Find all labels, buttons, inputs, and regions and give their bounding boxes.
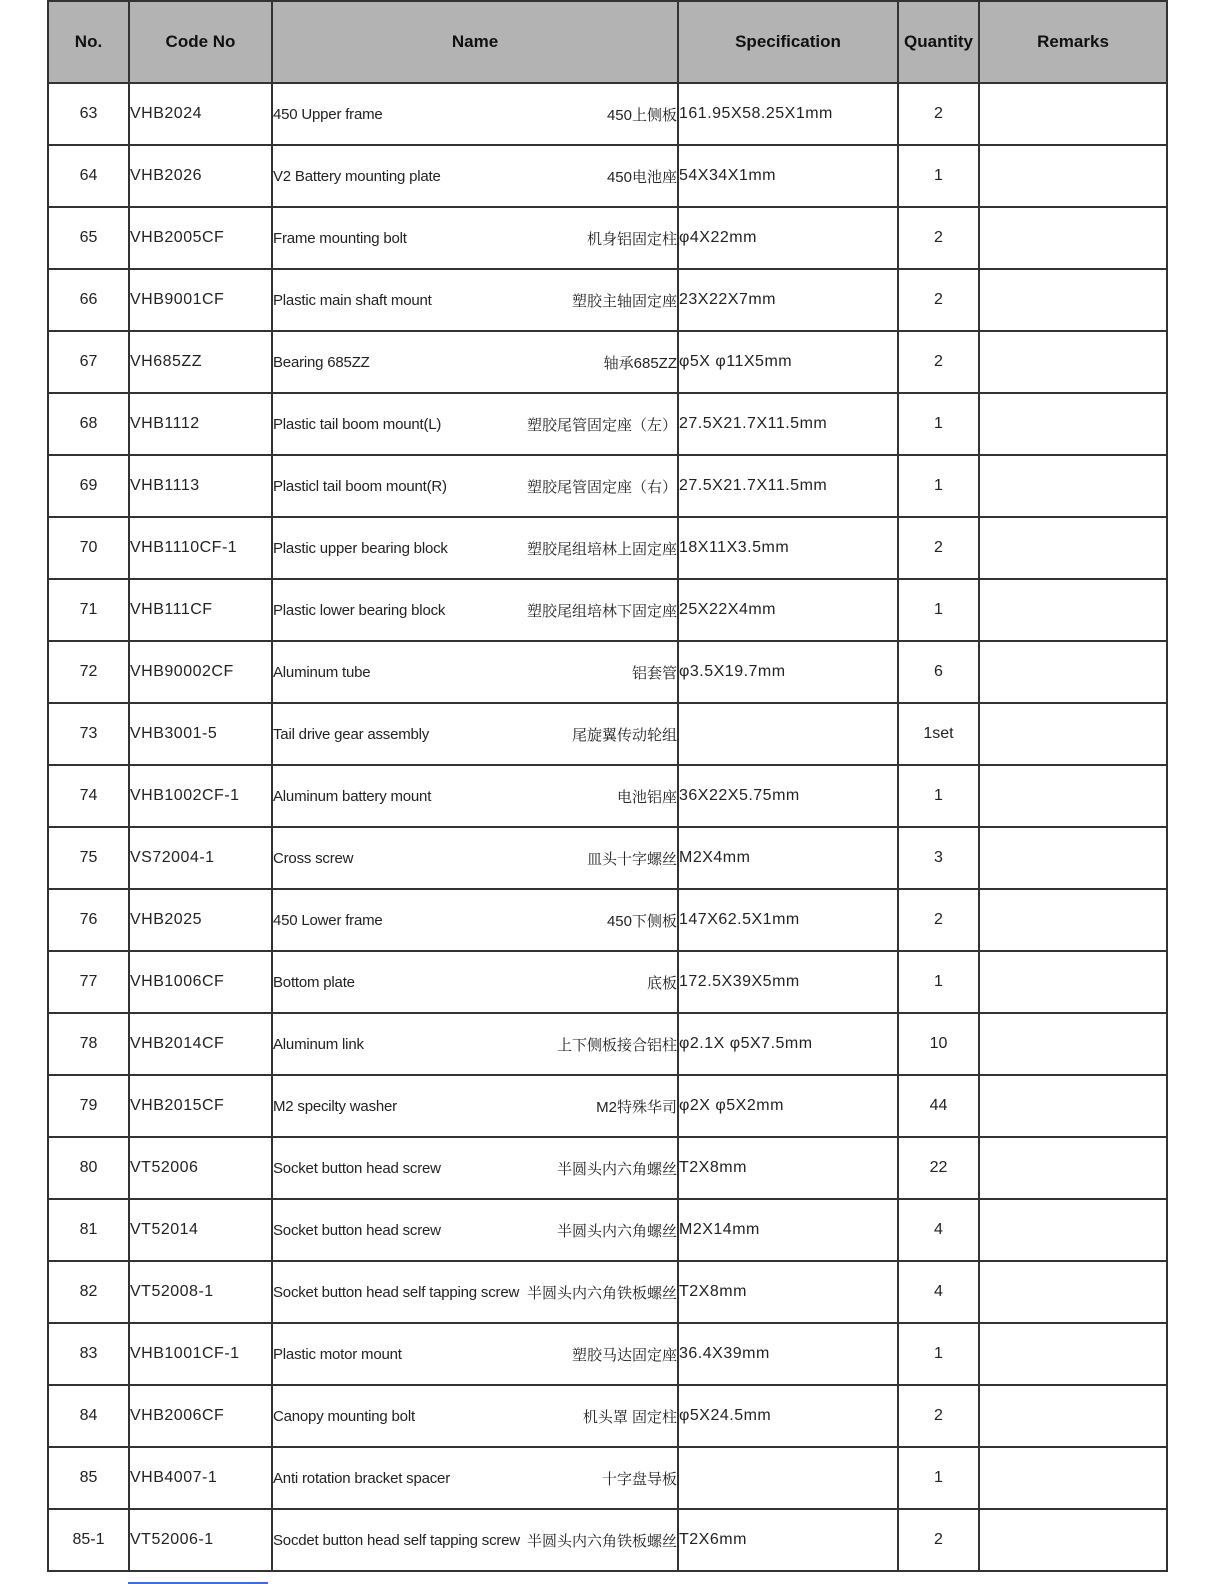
name-chinese: 十字盘导板 [601, 1470, 677, 1488]
cell-name [272, 1199, 678, 1261]
cell-quantity: 44 [898, 1075, 979, 1137]
cell-spec: 147X62.5X1mm [678, 889, 898, 951]
cell-code: VH685ZZ [129, 331, 272, 393]
name-english: Plastic lower bearing block [273, 601, 446, 619]
table-row [48, 145, 1167, 207]
cell-no: 70 [48, 517, 129, 579]
cell-code: VHB111CF [129, 579, 272, 641]
cell-name [272, 889, 678, 951]
cell-name [272, 1013, 678, 1075]
name-chinese: 半圆头内六角螺丝 [556, 1160, 677, 1178]
table-row [48, 1447, 1167, 1509]
cell-spec: 18X11X3.5mm [678, 517, 898, 579]
table-row [48, 331, 1167, 393]
cell-spec: φ5X24.5mm [678, 1385, 898, 1447]
cell-code: VHB2024 [129, 83, 272, 145]
cell-name [272, 951, 678, 1013]
cell-remarks [979, 1509, 1167, 1571]
cell-no: 64 [48, 145, 129, 207]
cell-name [272, 145, 678, 207]
cell-name [272, 641, 678, 703]
cell-name [272, 1137, 678, 1199]
cell-name [272, 517, 678, 579]
name-chinese: 上下侧板接合铝柱 [556, 1036, 677, 1054]
cell-no: 65 [48, 207, 129, 269]
table-row [48, 1323, 1167, 1385]
name-english: Canopy mounting bolt [273, 1407, 415, 1425]
name-chinese: 轴承685ZZ [603, 354, 677, 372]
name-chinese: 塑胶尾管固定座（右） [526, 478, 677, 496]
name-english: Tail drive gear assembly [273, 725, 430, 743]
cell-name [272, 579, 678, 641]
cell-spec: φ3.5X19.7mm [678, 641, 898, 703]
name-chinese: 塑胶主轴固定座 [571, 292, 677, 310]
cell-code: VS72004-1 [129, 827, 272, 889]
cell-no: 72 [48, 641, 129, 703]
name-english: Socket button head screw [273, 1159, 441, 1177]
cell-no: 71 [48, 579, 129, 641]
cell-quantity: 2 [898, 269, 979, 331]
cell-no: 81 [48, 1199, 129, 1261]
name-english: 450 Upper frame [273, 105, 383, 123]
name-chinese: 机身铝固定柱 [586, 230, 677, 248]
table-row [48, 889, 1167, 951]
table-row [48, 951, 1167, 1013]
cell-quantity: 1 [898, 1447, 979, 1509]
name-chinese: 塑胶尾组培林上固定座 [526, 540, 677, 558]
cell-no: 66 [48, 269, 129, 331]
name-chinese: 半圆头内六角铁板螺丝 [526, 1284, 677, 1302]
cell-remarks [979, 579, 1167, 641]
cell-name [272, 765, 678, 827]
cell-remarks [979, 1137, 1167, 1199]
table-row [48, 207, 1167, 269]
name-chinese: 半圆头内六角螺丝 [556, 1222, 677, 1240]
name-english: Plastic motor mount [273, 1345, 402, 1363]
cell-no: 68 [48, 393, 129, 455]
cell-no: 85-1 [48, 1509, 129, 1571]
cell-remarks [979, 889, 1167, 951]
cell-spec: T2X8mm [678, 1261, 898, 1323]
cell-remarks [979, 1447, 1167, 1509]
cell-no: 78 [48, 1013, 129, 1075]
cell-spec: 36X22X5.75mm [678, 765, 898, 827]
cell-name [272, 207, 678, 269]
cell-quantity: 1 [898, 1323, 979, 1385]
cell-spec: 54X34X1mm [678, 145, 898, 207]
cell-no: 63 [48, 83, 129, 145]
cell-spec: 27.5X21.7X11.5mm [678, 455, 898, 517]
cell-code: VHB2015CF [129, 1075, 272, 1137]
name-english: Anti rotation bracket spacer [273, 1469, 450, 1487]
cell-no: 73 [48, 703, 129, 765]
name-chinese: 塑胶马达固定座 [571, 1346, 677, 1364]
cell-spec: M2X14mm [678, 1199, 898, 1261]
table-row [48, 393, 1167, 455]
header-no: No. [48, 1, 129, 83]
cell-no: 74 [48, 765, 129, 827]
cell-code: VHB2006CF [129, 1385, 272, 1447]
cell-spec: 172.5X39X5mm [678, 951, 898, 1013]
name-english: Plasticl tail boom mount(R) [273, 477, 447, 495]
cell-name [272, 83, 678, 145]
cell-code: VHB1002CF-1 [129, 765, 272, 827]
header-spec: Specification [678, 1, 898, 83]
cell-no: 75 [48, 827, 129, 889]
cell-code: VHB1112 [129, 393, 272, 455]
cell-spec [678, 703, 898, 765]
name-chinese: 450电池座 [606, 168, 677, 186]
cell-quantity: 3 [898, 827, 979, 889]
cell-code: VHB1001CF-1 [129, 1323, 272, 1385]
cell-remarks [979, 269, 1167, 331]
cell-quantity: 2 [898, 331, 979, 393]
cell-quantity: 1set [898, 703, 979, 765]
cell-spec [678, 1447, 898, 1509]
cell-code: VHB90002CF [129, 641, 272, 703]
table-row [48, 579, 1167, 641]
cell-code: VHB4007-1 [129, 1447, 272, 1509]
cell-name [272, 1323, 678, 1385]
cell-quantity: 1 [898, 455, 979, 517]
cell-quantity: 1 [898, 393, 979, 455]
cell-remarks [979, 207, 1167, 269]
name-chinese: 半圆头内六角铁板螺丝 [526, 1532, 677, 1550]
cell-no: 76 [48, 889, 129, 951]
cell-remarks [979, 951, 1167, 1013]
header-code: Code No [129, 1, 272, 83]
name-chinese: 450下侧板 [606, 912, 677, 930]
cell-quantity: 4 [898, 1199, 979, 1261]
name-english: V2 Battery mounting plate [273, 167, 441, 185]
name-english: Bearing 685ZZ [273, 353, 370, 371]
cell-remarks [979, 83, 1167, 145]
table-row [48, 1509, 1167, 1571]
cell-no: 82 [48, 1261, 129, 1323]
name-chinese: 450上侧板 [606, 106, 677, 124]
table-row [48, 1013, 1167, 1075]
cell-remarks [979, 331, 1167, 393]
cell-quantity: 1 [898, 765, 979, 827]
table-row [48, 1261, 1167, 1323]
name-english: 450 Lower frame [273, 911, 383, 929]
cell-quantity: 1 [898, 145, 979, 207]
name-english: M2 specilty washer [273, 1097, 397, 1115]
cell-remarks [979, 1261, 1167, 1323]
cell-no: 67 [48, 331, 129, 393]
name-chinese: 铝套管 [631, 664, 677, 682]
table-row [48, 1075, 1167, 1137]
name-english: Aluminum tube [273, 663, 371, 681]
cell-spec: T2X8mm [678, 1137, 898, 1199]
cell-remarks [979, 1323, 1167, 1385]
name-english: Plastic main shaft mount [273, 291, 432, 309]
name-english: Plastic tail boom mount(L) [273, 415, 442, 433]
name-chinese: 机头罩 固定柱 [582, 1408, 677, 1426]
cell-code: VHB1006CF [129, 951, 272, 1013]
cell-name [272, 393, 678, 455]
cell-remarks [979, 827, 1167, 889]
name-english: Socket button head self tapping screw [273, 1283, 520, 1301]
table-row [48, 269, 1167, 331]
cell-spec: 27.5X21.7X11.5mm [678, 393, 898, 455]
cell-spec: φ2X φ5X2mm [678, 1075, 898, 1137]
header-quantity: Quantity [898, 1, 979, 83]
name-english: Aluminum battery mount [273, 787, 432, 805]
cell-remarks [979, 641, 1167, 703]
name-chinese: 尾旋翼传动轮组 [571, 726, 677, 744]
cell-spec: 25X22X4mm [678, 579, 898, 641]
header-name: Name [272, 1, 678, 83]
cell-name [272, 827, 678, 889]
table-row [48, 765, 1167, 827]
cell-code: VHB9001CF [129, 269, 272, 331]
cell-quantity: 2 [898, 517, 979, 579]
cell-code: VHB1113 [129, 455, 272, 517]
name-chinese: M2特殊华司 [596, 1098, 677, 1116]
cell-quantity: 2 [898, 1385, 979, 1447]
cell-remarks [979, 1199, 1167, 1261]
cell-code: VHB2005CF [129, 207, 272, 269]
table-body [48, 83, 1167, 1571]
cell-no: 84 [48, 1385, 129, 1447]
name-english: Frame mounting bolt [273, 229, 407, 247]
table-row [48, 83, 1167, 145]
name-english: Cross screw [273, 849, 354, 867]
name-chinese: 塑胶尾组培林下固定座 [526, 602, 677, 620]
cell-remarks [979, 765, 1167, 827]
table-row [48, 1137, 1167, 1199]
cell-quantity: 1 [898, 951, 979, 1013]
table-row [48, 703, 1167, 765]
cell-code: VHB2025 [129, 889, 272, 951]
cell-quantity: 2 [898, 83, 979, 145]
name-english: Socket button head screw [273, 1221, 441, 1239]
cell-remarks [979, 455, 1167, 517]
cell-spec: M2X4mm [678, 827, 898, 889]
parts-table [47, 0, 1168, 1572]
cell-remarks [979, 517, 1167, 579]
cell-no: 77 [48, 951, 129, 1013]
cell-remarks [979, 1385, 1167, 1447]
cell-name [272, 703, 678, 765]
header-remarks: Remarks [979, 1, 1167, 83]
cell-code: VHB2026 [129, 145, 272, 207]
name-english: Socdet button head self tapping screw [273, 1531, 520, 1549]
cell-spec: φ5X φ11X5mm [678, 331, 898, 393]
table-row [48, 1385, 1167, 1447]
cell-code: VHB1110CF-1 [129, 517, 272, 579]
table-header [48, 1, 1167, 83]
table-row [48, 1199, 1167, 1261]
cell-no: 83 [48, 1323, 129, 1385]
cell-name [272, 1261, 678, 1323]
cell-spec: 23X22X7mm [678, 269, 898, 331]
cell-code: VT52014 [129, 1199, 272, 1261]
cell-quantity: 2 [898, 889, 979, 951]
cell-quantity: 1 [898, 579, 979, 641]
cell-name [272, 1447, 678, 1509]
cell-spec: 36.4X39mm [678, 1323, 898, 1385]
name-english: Bottom plate [273, 973, 355, 991]
cell-name [272, 455, 678, 517]
cell-name [272, 1509, 678, 1571]
table-row [48, 827, 1167, 889]
cell-code: VHB3001-5 [129, 703, 272, 765]
name-english: Aluminum link [273, 1035, 364, 1053]
name-chinese: 底板 [646, 974, 677, 992]
cell-quantity: 6 [898, 641, 979, 703]
cell-remarks [979, 1013, 1167, 1075]
cell-remarks [979, 703, 1167, 765]
cell-remarks [979, 1075, 1167, 1137]
cell-quantity: 22 [898, 1137, 979, 1199]
cell-code: VHB2014CF [129, 1013, 272, 1075]
table-row [48, 641, 1167, 703]
cell-spec: 161.95X58.25X1mm [678, 83, 898, 145]
name-chinese: 皿头十字螺丝 [586, 850, 677, 868]
cell-code: VT52006-1 [129, 1509, 272, 1571]
name-chinese: 电池铝座 [616, 788, 677, 806]
name-english: Plastic upper bearing block [273, 539, 448, 557]
cell-quantity: 10 [898, 1013, 979, 1075]
cell-remarks [979, 145, 1167, 207]
cell-spec: φ4X22mm [678, 207, 898, 269]
cell-no: 79 [48, 1075, 129, 1137]
cell-remarks [979, 393, 1167, 455]
cell-no: 80 [48, 1137, 129, 1199]
cell-code: VT52006 [129, 1137, 272, 1199]
cell-code: VT52008-1 [129, 1261, 272, 1323]
cell-name [272, 1075, 678, 1137]
cell-quantity: 4 [898, 1261, 979, 1323]
cell-quantity: 2 [898, 207, 979, 269]
cell-name [272, 1385, 678, 1447]
cell-spec: T2X6mm [678, 1509, 898, 1571]
cell-no: 69 [48, 455, 129, 517]
cell-name [272, 331, 678, 393]
cell-quantity: 2 [898, 1509, 979, 1571]
name-chinese: 塑胶尾管固定座（左） [526, 416, 677, 434]
cell-no: 85 [48, 1447, 129, 1509]
cell-name [272, 269, 678, 331]
table-row [48, 517, 1167, 579]
cell-spec: φ2.1X φ5X7.5mm [678, 1013, 898, 1075]
table-row [48, 455, 1167, 517]
